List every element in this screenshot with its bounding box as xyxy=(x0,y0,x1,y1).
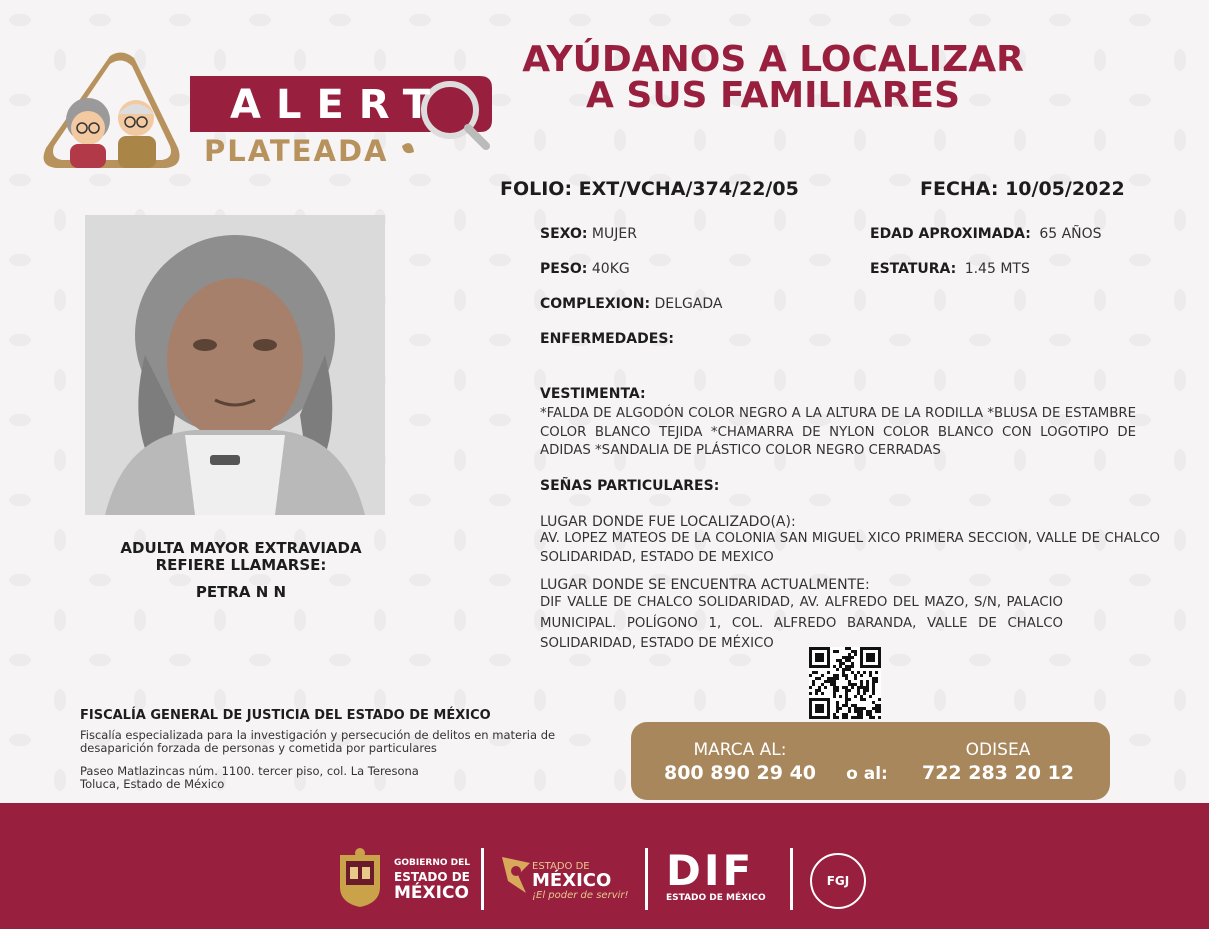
edomex-line-2: MÉXICO xyxy=(532,870,612,891)
field-estatura-value: 1.45 MTS xyxy=(964,261,1030,277)
lugar-actual-text: DIF VALLE DE CHALCO SOLIDARIDAD, AV. ALFREDO DEL MAZO, S/N, PALACIO MUNICIPAL. POLÍGONO 1, COL. ALFREDO BARANDA, VALLE DE CHALCO SOLIDARIDAD, ESTADO DE MÉXICO xyxy=(540,595,1063,651)
qr-code xyxy=(809,647,881,719)
fiscalia-address xyxy=(80,765,610,790)
fiscalia-address-line-2: Toluca, Estado de México xyxy=(80,776,225,791)
dif-logo xyxy=(666,846,766,903)
lugar-localizado-label: LUGAR DONDE FUE LOCALIZADO(A): xyxy=(540,514,796,530)
field-estatura xyxy=(870,261,1030,277)
caption-line-2: REFIERE LLAMARSE: xyxy=(155,556,327,574)
field-enfermedades-label: ENFERMEDADES: xyxy=(540,331,675,347)
folio-number: FOLIO: EXT/VCHA/374/22/05 xyxy=(500,178,799,200)
contact-or-label: o al: xyxy=(846,764,888,784)
person-caption xyxy=(85,540,397,601)
dif-logo-word: DIF xyxy=(666,846,755,895)
edomex-slogan: ¡El poder de servir! xyxy=(532,890,629,901)
dif-logo-subtitle: ESTADO DE MÉXICO xyxy=(666,893,766,903)
qr-code-graphic xyxy=(809,647,881,719)
person-name: PETRA N N xyxy=(195,583,287,601)
gobierno-logo-text xyxy=(394,856,470,903)
fgj-seal-text: FGJ xyxy=(826,874,850,888)
field-enfermedades xyxy=(540,331,674,347)
lugar-actual-label: LUGAR DONDE SE ENCUENTRA ACTUALMENTE: xyxy=(540,577,870,593)
fiscalia-title: FISCALÍA GENERAL DE JUSTICIA DEL ESTADO DE MÉXICO xyxy=(80,708,491,723)
fgj-seal-icon xyxy=(810,853,866,909)
fiscalia-description: Fiscalía especializada para la investigación y persecución de delitos en materia de desaparición forzada de personas y cometida por particulares xyxy=(80,728,556,755)
gobierno-line-2: ESTADO DE xyxy=(394,870,470,884)
alerta-plateada-logo xyxy=(40,48,495,178)
gobierno-line-3: MÉXICO xyxy=(394,883,469,903)
person-photo xyxy=(85,215,385,515)
field-edad-value: 65 AÑOS xyxy=(1039,226,1102,242)
edomex-line-1: ESTADO DE xyxy=(532,861,590,872)
logo-word-plateada: PLATEADA xyxy=(204,134,389,168)
field-edad-label: EDAD APROXIMADA: xyxy=(870,226,1031,242)
contact-odisea-label: ODISEA xyxy=(965,740,1031,760)
lugar-localizado-text: AV. LOPEZ MATEOS DE LA COLONIA SAN MIGUEL XICO PRIMERA SECCION, VALLE DE CHALCO SOLIDARIDAD, ESTADO DE MEXICO xyxy=(540,531,1160,565)
page-title xyxy=(498,39,1048,116)
title-line-2: A SUS FAMILIARES xyxy=(586,75,960,116)
field-complexion-value: DELGADA xyxy=(654,296,723,312)
field-peso-value: 40KG xyxy=(591,261,630,277)
contact-marca-number[interactable]: 800 890 29 40 xyxy=(663,762,817,784)
field-edad xyxy=(870,226,1102,242)
gobierno-line-1: GOBIERNO DEL xyxy=(394,858,470,868)
person-photo-graphic xyxy=(85,215,385,515)
field-sexo-label: SEXO: xyxy=(540,226,588,242)
government-seal-icon xyxy=(334,847,386,909)
footer-divider-1 xyxy=(481,848,484,910)
contact-odisea-number[interactable]: 722 283 20 12 xyxy=(921,762,1075,784)
contact-box xyxy=(631,722,1110,800)
contact-odisea xyxy=(909,740,1087,784)
fiscalia-address-line-1: Paseo Matlazincas núm. 1100. tercer piso, col. La Teresona xyxy=(80,764,419,778)
contact-marca-label: MARCA AL: xyxy=(693,740,787,760)
contact-marca xyxy=(651,740,829,784)
field-sexo-value: MUJER xyxy=(591,226,637,242)
footer-band xyxy=(0,803,1209,929)
field-complexion xyxy=(540,296,723,312)
title-line-1: AYÚDANOS A LOCALIZAR xyxy=(522,39,1024,80)
vestimenta-text: *FALDA DE ALGODÓN COLOR NEGRO A LA ALTURA DE LA RODILLA *BLUSA DE ESTAMBRE COLOR BLANCO TEJIDA *CHAMARRA DE NYLON COLOR BLANCO CON LOGOTIPO DE ADIDAS *SANDALIA DE PLÁSTICO COLOR NEGRO CERRADAS xyxy=(540,406,1136,458)
vestimenta-label: VESTIMENTA: xyxy=(540,386,646,402)
logo-word-alerta: ALERT xyxy=(230,82,446,128)
estado-mexico-emblem-icon xyxy=(498,853,534,897)
field-sexo xyxy=(540,226,637,242)
footer-divider-2 xyxy=(645,848,648,910)
field-complexion-label: COMPLEXION: xyxy=(540,296,651,312)
footer-divider-3 xyxy=(790,848,793,910)
senas-label: SEÑAS PARTICULARES: xyxy=(540,478,720,494)
field-estatura-label: ESTATURA: xyxy=(870,261,957,277)
field-peso xyxy=(540,261,630,277)
report-date: FECHA: 10/05/2022 xyxy=(920,178,1125,200)
estado-mexico-logo-text xyxy=(532,861,629,901)
field-peso-label: PESO: xyxy=(540,261,588,277)
caption-line-1: ADULTA MAYOR EXTRAVIADA xyxy=(120,539,362,557)
